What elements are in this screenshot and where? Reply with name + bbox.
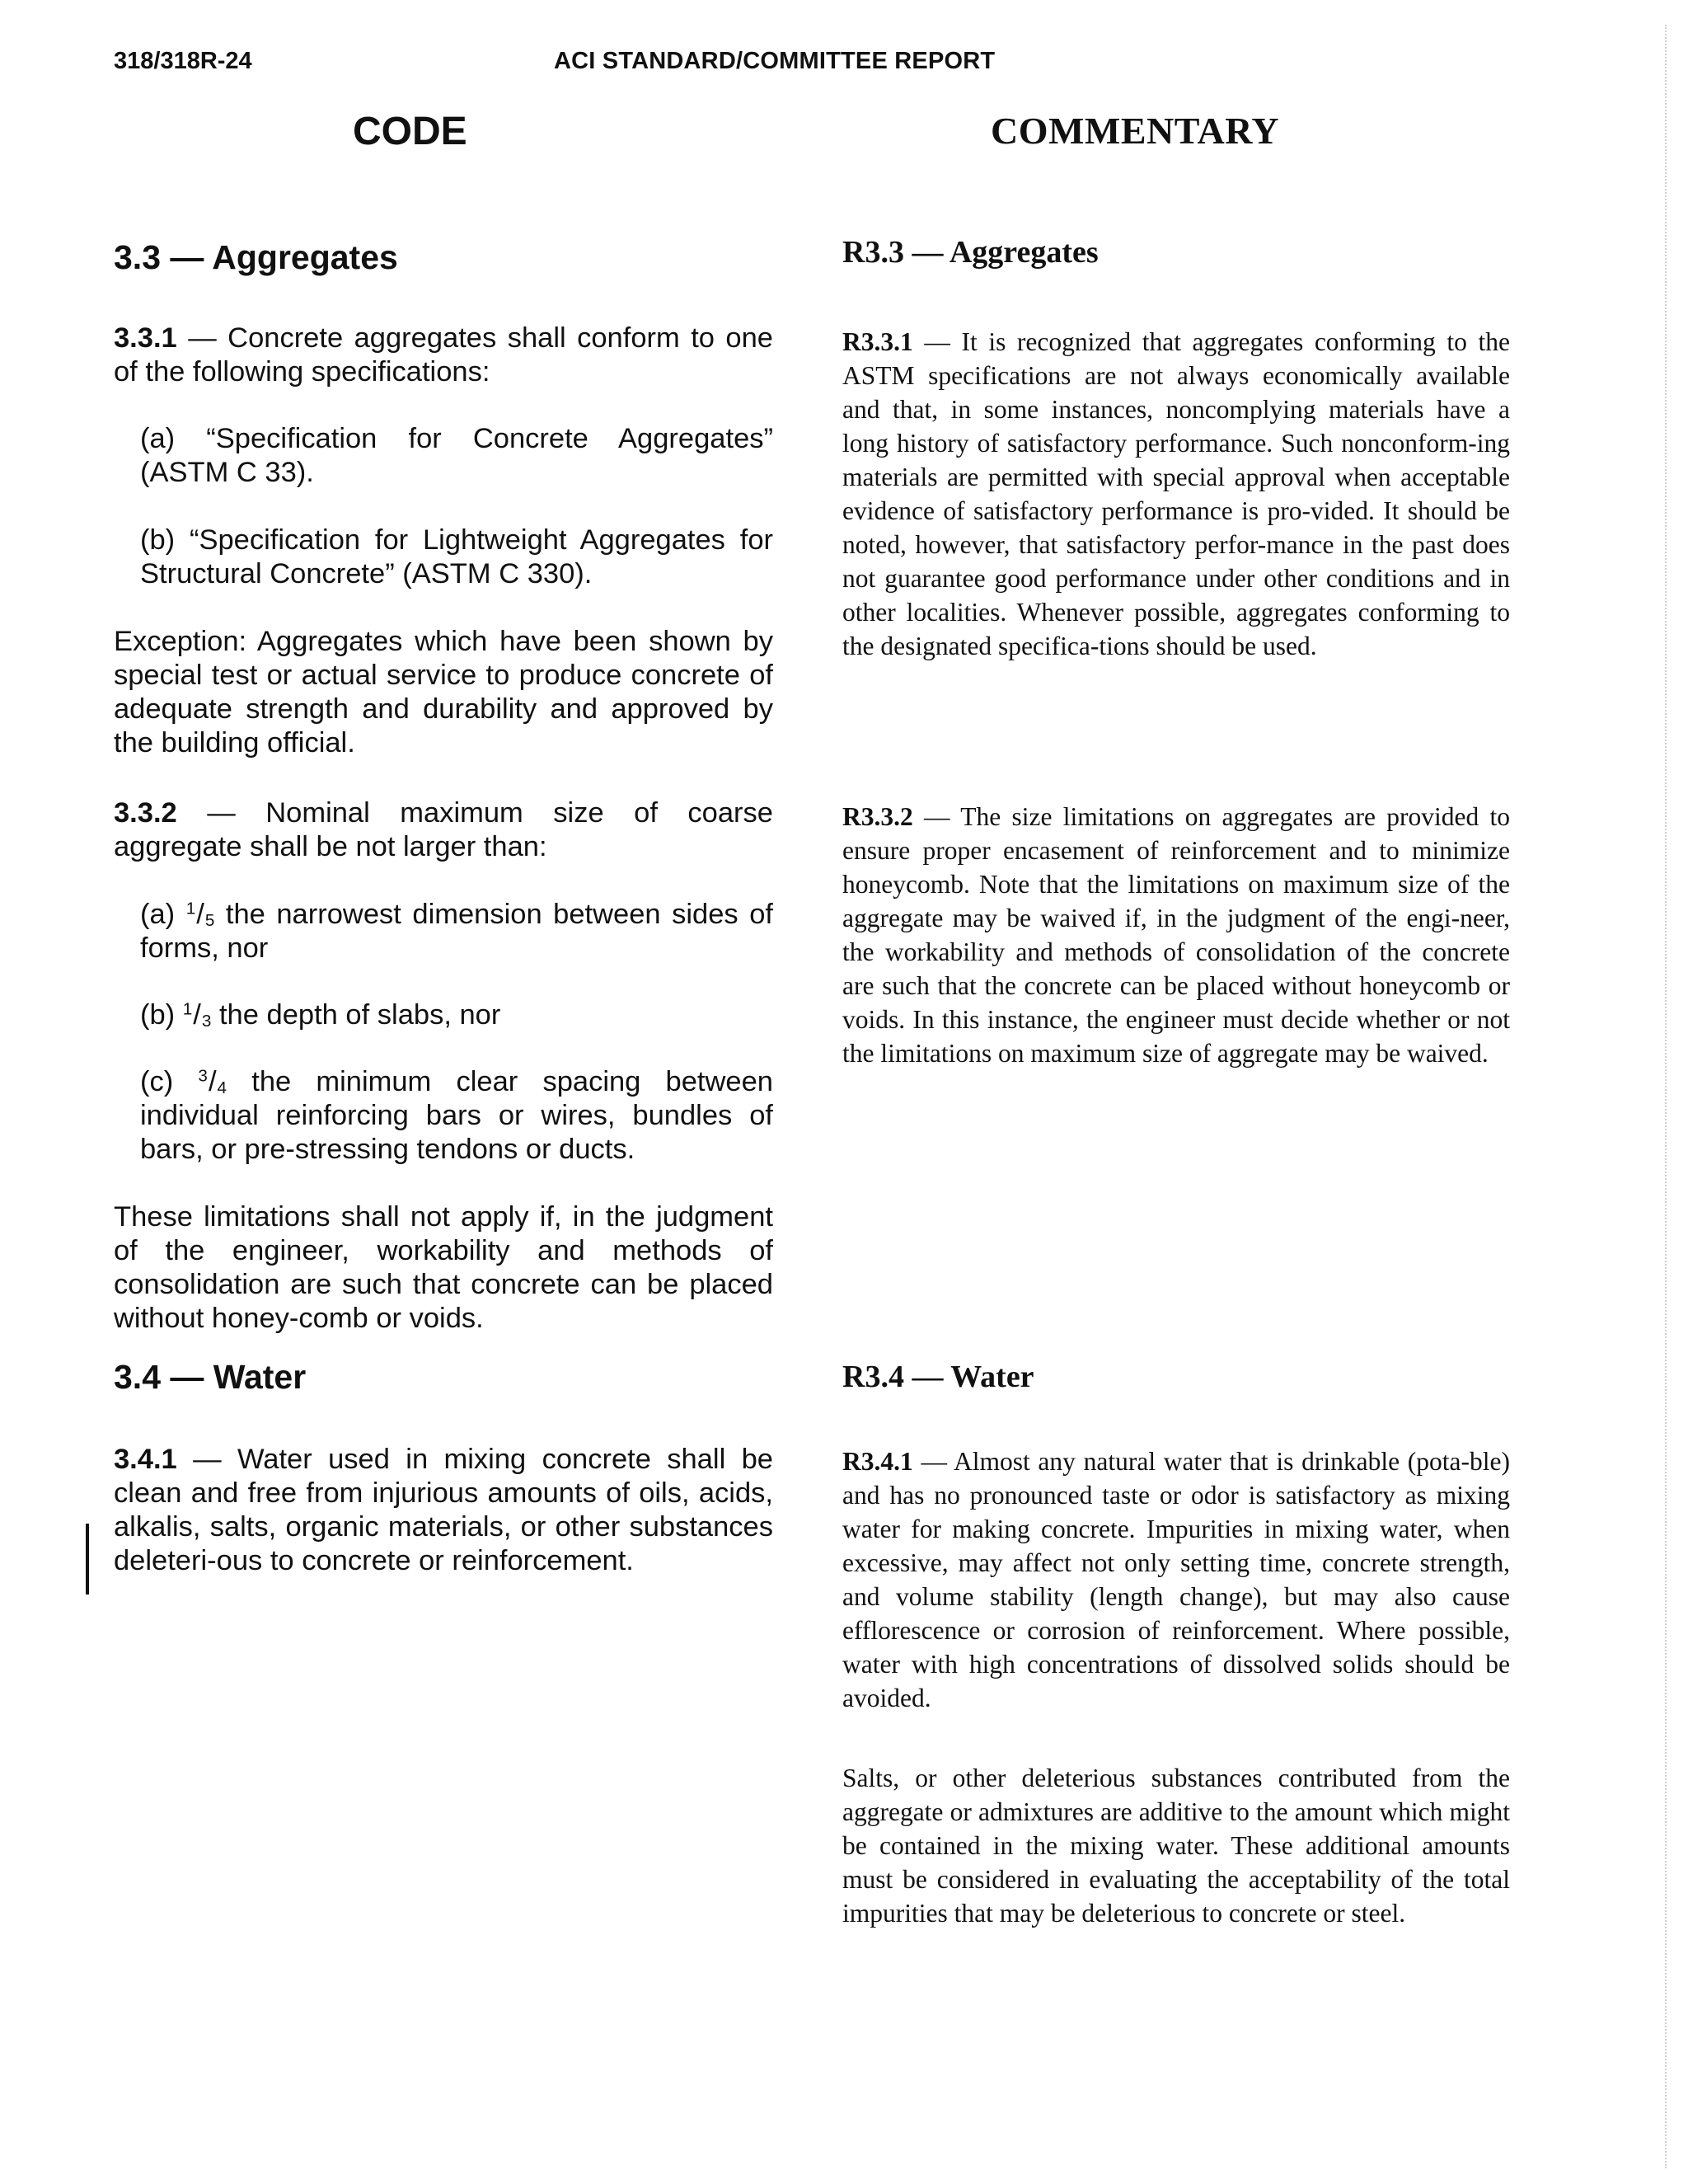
scan-edge-line	[1665, 25, 1667, 2168]
clause-number: 3.4.1	[114, 1444, 177, 1475]
commentary-r3-4-heading: R3.4 — Water	[842, 1360, 1034, 1394]
item-label: (c)	[140, 1066, 199, 1097]
clause-3-3-2-item-c	[114, 1065, 773, 1167]
section-3-4-heading: 3.4 — Water	[114, 1358, 307, 1396]
clause-3-3-1	[114, 322, 773, 389]
clause-number: R3.3.2	[842, 802, 913, 831]
clause-3-3-2	[114, 796, 773, 864]
clause-3-3-2-item-b	[114, 998, 773, 1032]
fraction-one-third: $^1/_3$	[182, 999, 212, 1031]
clause-3-4-1	[114, 1443, 773, 1578]
revision-change-bar	[86, 1524, 89, 1595]
item-text: the minimum clear spacing between individual reinforcing bars or wires, bundles of bars, or pre-stressing tendons or ducts.	[140, 1066, 773, 1165]
commentary-r3-3-2	[842, 800, 1510, 1070]
page-number: 318/318R-24	[114, 48, 252, 74]
commentary-r3-4-1-salts: Salts, or other deleterious substances contributed from the aggregate or admixtures are additive to the amount which might be contained in the mixing water. These additional amounts must be considered in evaluating the acceptability of the total impurities that may be deleterious to concrete or steel.	[842, 1764, 1510, 1928]
fraction-one-fifth: $^1/_5$	[185, 899, 215, 931]
clause-number: 3.3.1	[114, 322, 177, 354]
fraction-three-quarters: $^3/_4$	[198, 1066, 227, 1098]
clause-number: R3.3.1	[842, 327, 913, 356]
commentary-column-heading: COMMENTARY	[991, 110, 1280, 152]
running-title: ACI STANDARD/COMMITTEE REPORT	[554, 48, 996, 74]
item-label: (b)	[140, 999, 183, 1031]
item-label: (a)	[140, 899, 186, 930]
clause-text: — Concrete aggregates shall conform to one of the following specifications:	[114, 322, 773, 387]
clause-3-3-2-item-a	[114, 898, 773, 965]
item-text: the narrowest dimension between sides of forms, nor	[140, 899, 773, 964]
commentary-r3-3-heading: R3.3 — Aggregates	[842, 235, 1099, 270]
clause-3-3-2-limitations: These limitations shall not apply if, in the judgment of the engineer, workability and methods of consolidation are such that concrete can be placed without honey-comb or voids.	[114, 1201, 773, 1334]
clause-text: — Almost any natural water that is drinkable (pota-ble) and has no pronounced taste or odor is satisfactory as mixing water for making concrete. Impurities in mixing water, when excessive, may affect not only setting time, concrete strength, and volume stability (length change), but may also cause efflorescence or corrosion of reinforcement. Where possible, water with high concentrations of dissolved solids should be avoided.	[842, 1447, 1510, 1712]
commentary-r3-4-1	[842, 1444, 1510, 1715]
commentary-r3-3-1	[842, 325, 1510, 663]
clause-text: — Nominal maximum size of coarse aggregate shall be not larger than:	[114, 797, 773, 862]
clause-text: — The size limitations on aggregates are provided to ensure proper encasement of reinforcement and to minimize honeycomb. Note that the limitations on maximum size of the aggregate may be waived if, in the judgment of the engi-neer, the workability and methods of consolidation of the concrete are such that the concrete can be placed without honeycomb or voids. In this instance, the engineer must decide whether or not the limitations on maximum size of aggregate may be waived.	[842, 802, 1510, 1068]
clause-3-3-1-item-b: (b) “Specification for Lightweight Aggregates for Structural Concrete” (ASTM C 330).	[140, 524, 773, 589]
clause-text: — Water used in mixing concrete shall be clean and free from injurious amounts of oils, acids, alkalis, salts, organic materials, or other substances deleteri-ous to concrete or reinforcement.	[114, 1444, 773, 1576]
clause-number: 3.3.2	[114, 797, 177, 829]
clause-3-3-1-exception: Exception: Aggregates which have been shown by special test or actual service to produce concrete of adequate strength and durability and approved by the building official.	[114, 626, 773, 759]
code-column-heading: CODE	[353, 110, 467, 153]
clause-3-3-1-item-a: (a) “Specification for Concrete Aggregates” (ASTM C 33).	[140, 423, 773, 488]
clause-text: — It is recognized that aggregates conforming to the ASTM specifications are not always economically available and that, in some instances, noncomplying materials have a long history of satisfactory performance. Such nonconform-ing materials are permitted with special approval when acceptable evidence of satisfactory performance is pro-vided. It should be noted, however, that satisfactory perfor-mance in the past does not guarantee good performance under other conditions and in other localities. Whenever possible, aggregates conforming to the designated specifica-tions should be used.	[842, 327, 1510, 660]
clause-number: R3.4.1	[842, 1447, 913, 1476]
section-3-3-heading: 3.3 — Aggregates	[114, 238, 398, 276]
item-text: the depth of slabs, nor	[211, 999, 501, 1031]
